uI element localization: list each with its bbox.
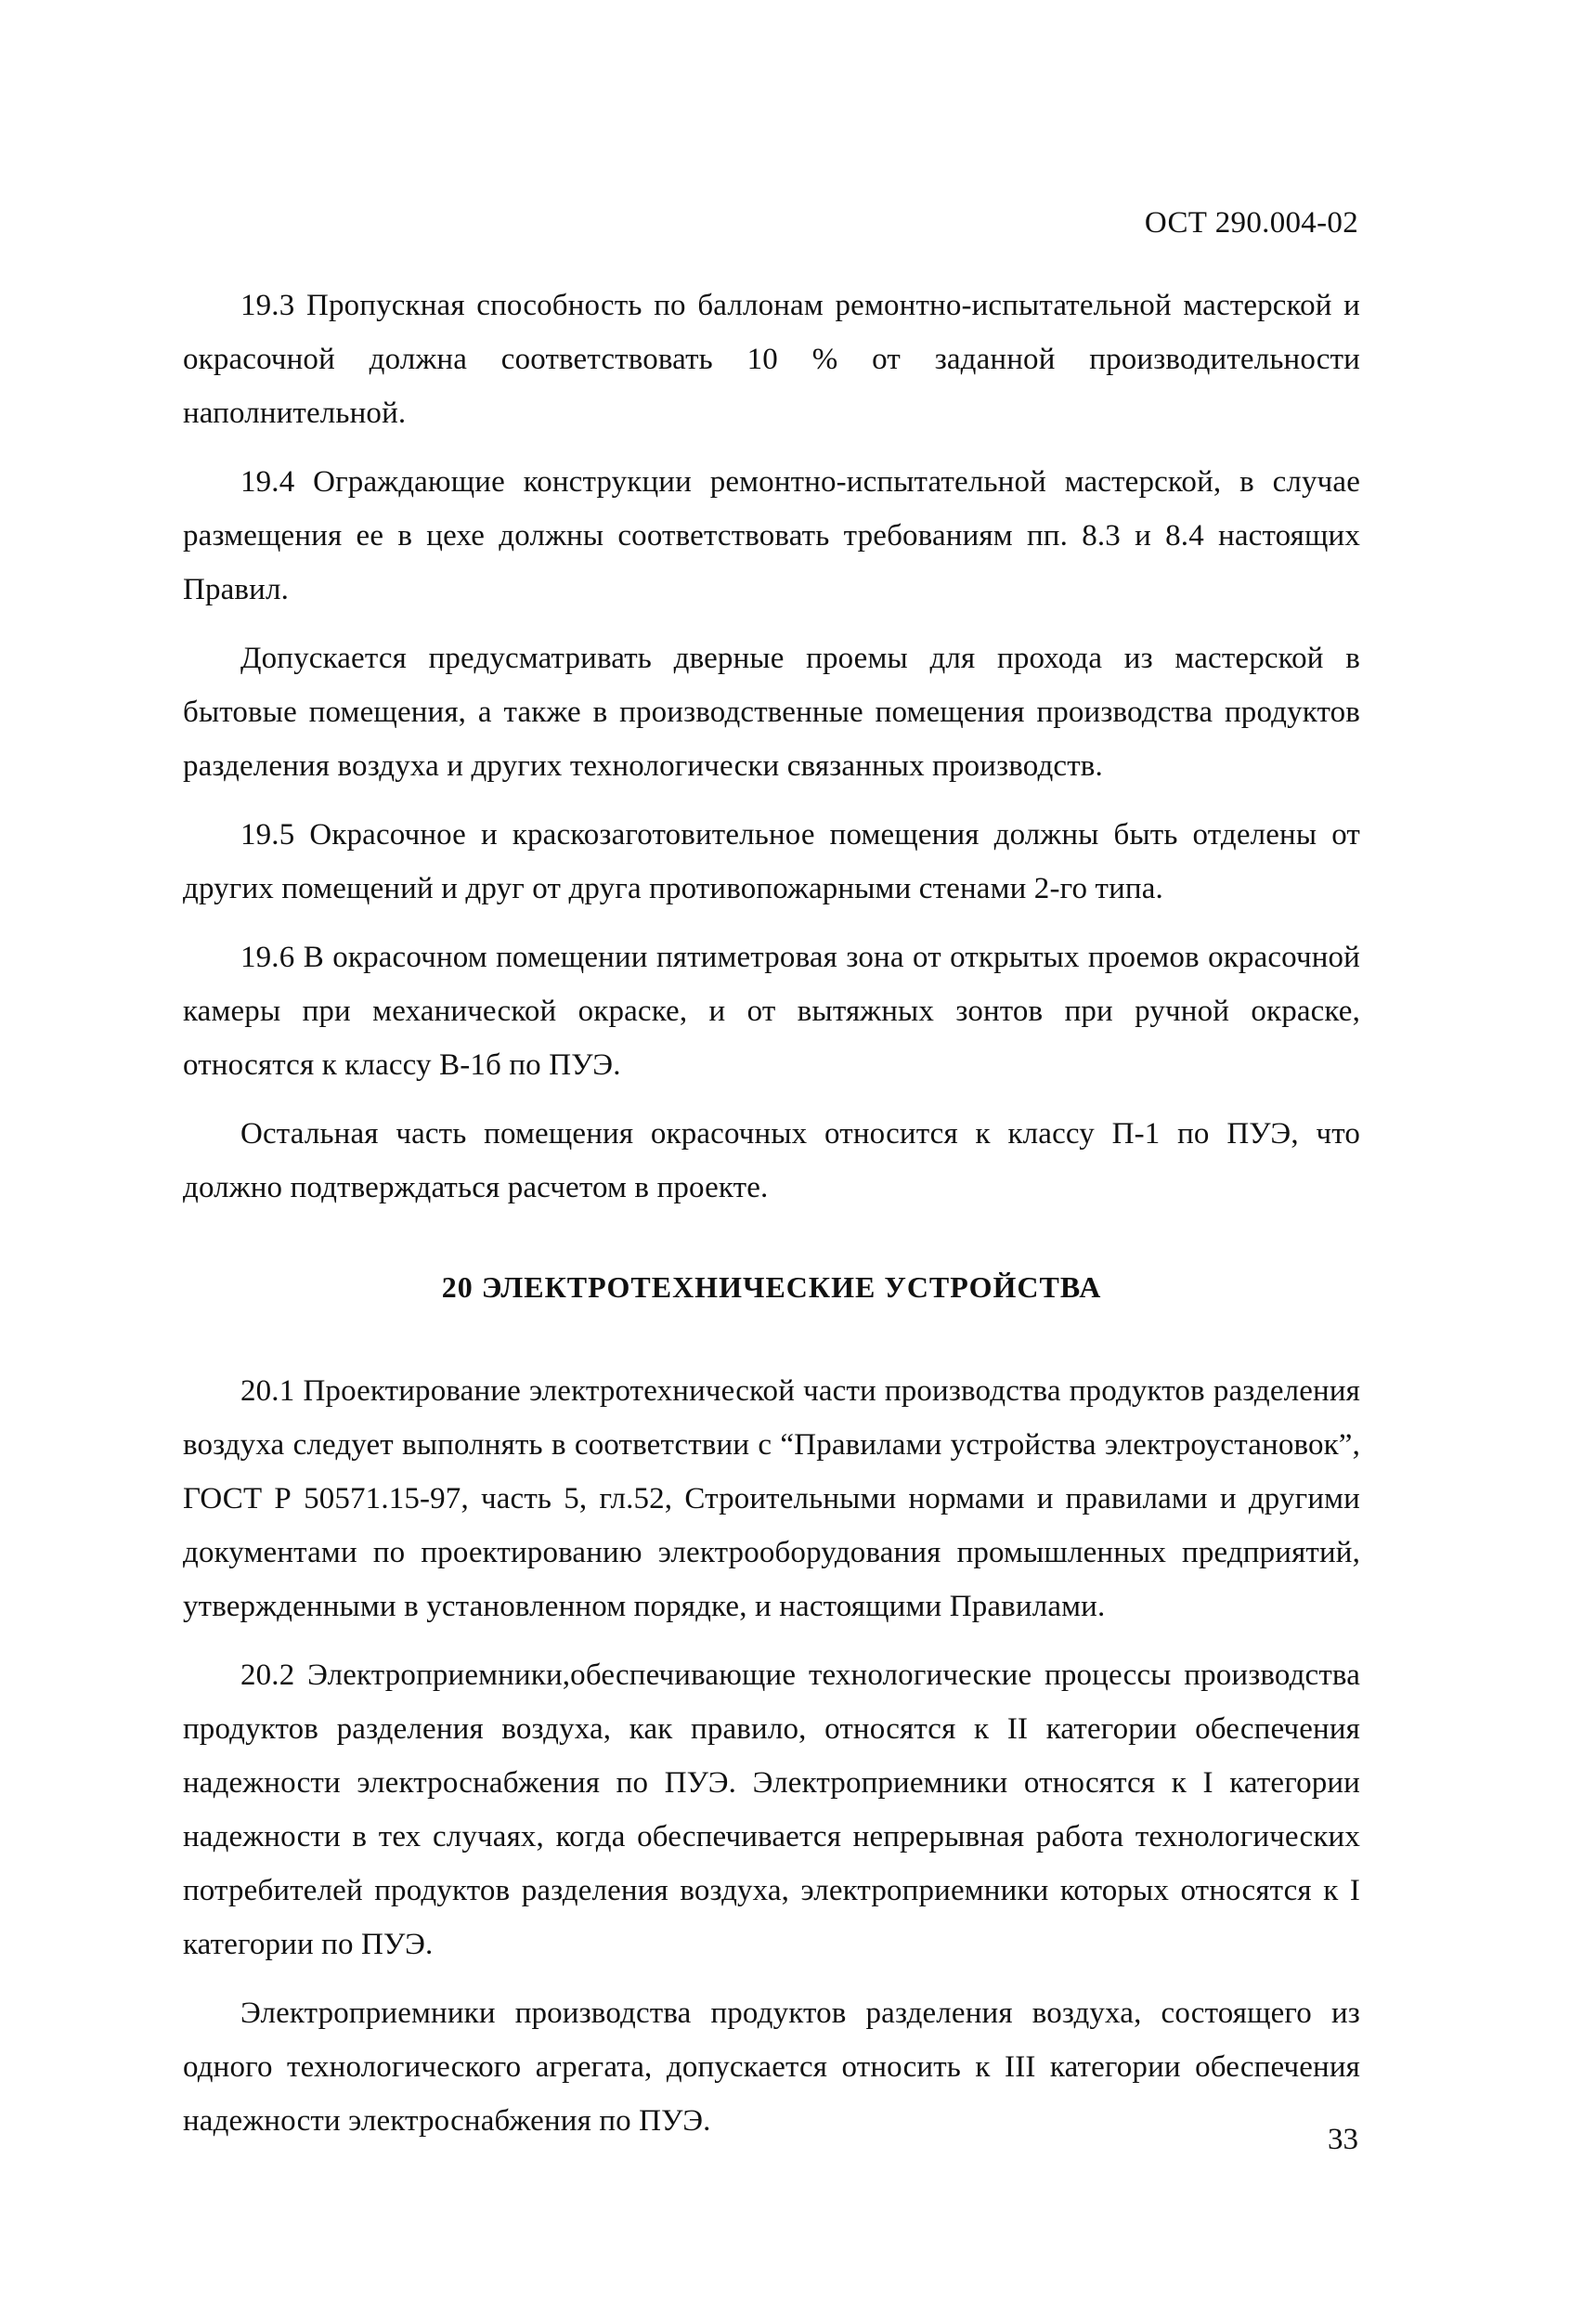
paragraph-19-3: 19.3 Пропускная способность по баллонам ремонтно-испытательной мастерской и окрасочной должна соответствовать 10 % от заданной производительности наполнительной. xyxy=(183,289,1360,430)
paragraph-19-6: 19.6 В окрасочном помещении пятиметровая зона от открытых проемов окрасочной камеры при механической окраске, и от вытяжных зонтов при ручной окраске, относятся к классу В-1б по ПУЭ. xyxy=(183,941,1360,1082)
section-heading: 20 ЭЛЕКТРОТЕХНИЧЕСКИЕ УСТРОЙСТВА xyxy=(441,1270,1102,1304)
paragraph-20-2: 20.2 Электроприемники,обеспечивающие технологические процессы производства продуктов разделения воздуха, как правило, относятся к II категории обеспечения надежности электроснабжения по ПУЭ. Электроприемники относятся к I категории надежности в тех случаях, когда обеспечивается непрерывная работа технологических потребителей продуктов разделения воздуха, электроприемники которых относятся к I категории по ПУЭ. xyxy=(183,1658,1360,1961)
document-code: ОСТ 290.004-02 xyxy=(1144,206,1358,240)
page-number: 33 xyxy=(1328,2123,1358,2156)
paragraph-19-4-note: Допускается предусматривать дверные проемы для прохода из мастерской в бытовые помещения, а также в производственные помещения производства продуктов разделения воздуха и других технологически связанных производств. xyxy=(183,642,1360,783)
document-body xyxy=(183,279,1360,2163)
paragraph-20-1: 20.1 Проектирование электротехнической части производства продуктов разделения воздуха следует выполнять в соответствии с “Правилами устройства электроустановок”, ГОСТ Р 50571.15-97, часть 5, гл.52, Строительными нормами и правилами и другими документами по проектированию электрооборудования промышленных предприятий, утвержденными в установленном порядке, и настоящими Правилами. xyxy=(183,1374,1360,1623)
paragraph-20-2-note: Электроприемники производства продуктов разделения воздуха, состоящего из одного технологического агрегата, допускается относить к III категории обеспечения надежности электроснабжения по ПУЭ. xyxy=(183,1996,1360,2138)
paragraph-19-6-note: Остальная часть помещения окрасочных относится к классу П-1 по ПУЭ, что должно подтверждаться расчетом в проекте. xyxy=(183,1117,1360,1204)
paragraph-19-5: 19.5 Окрасочное и краскозаготовительное помещения должны быть отделены от других помещений и друг от друга противопожарными стенами 2-го типа. xyxy=(183,818,1360,905)
paragraph-19-4: 19.4 Ограждающие конструкции ремонтно-испытательной мастерской, в случае размещения ее в цехе должны соответствовать требованиям пп. 8.3 и 8.4 настоящих Правил. xyxy=(183,465,1360,606)
